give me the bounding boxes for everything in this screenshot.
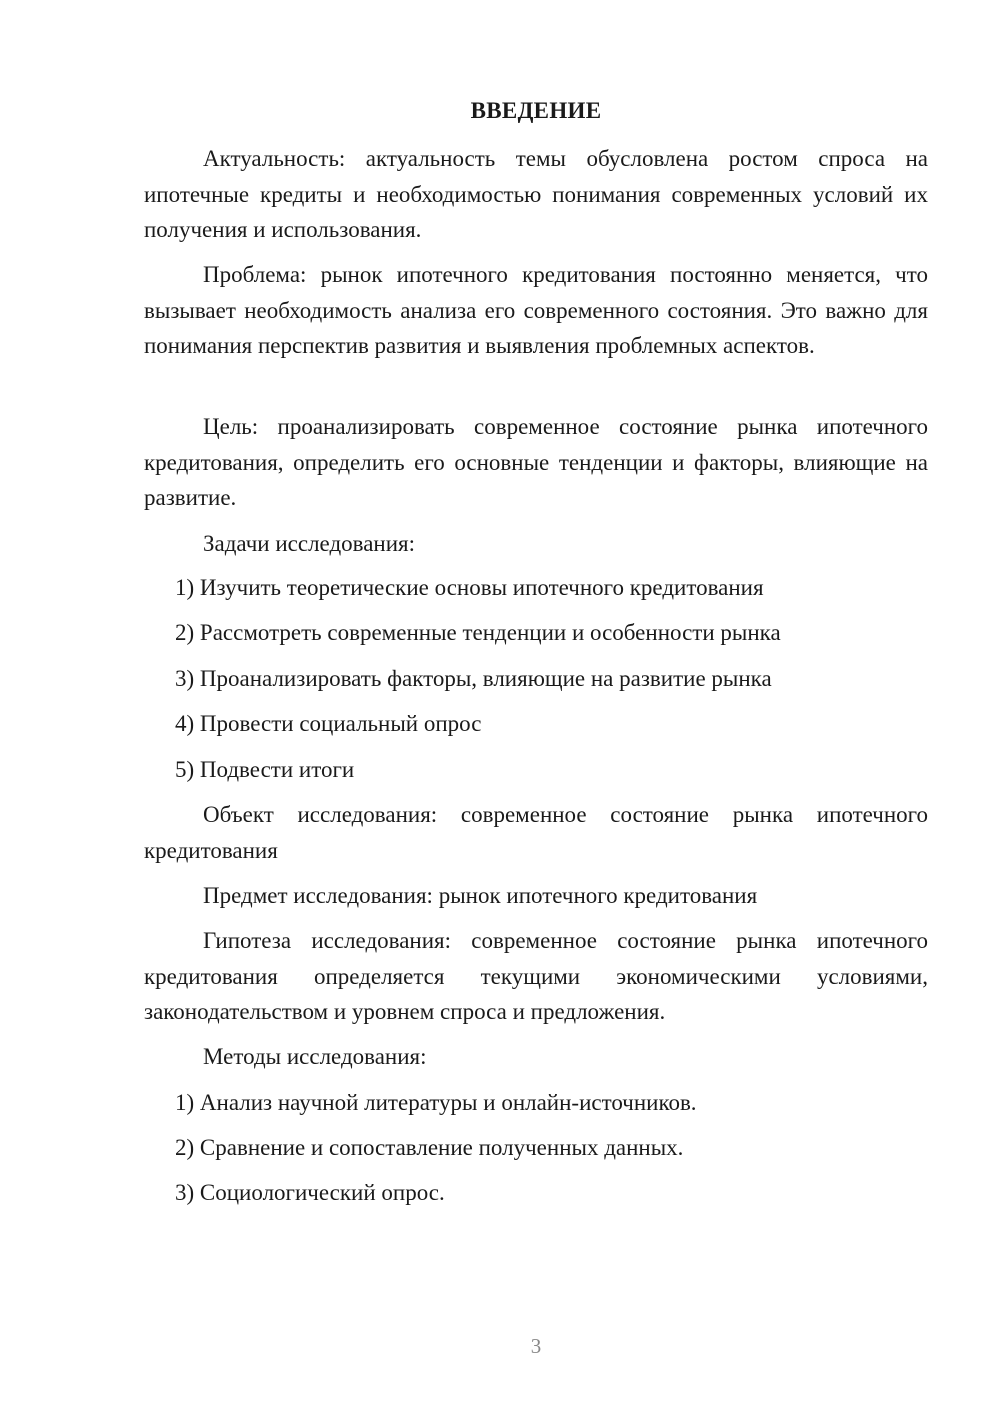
task-item-1: 1) Изучить теоретические основы ипотечного кредитования [175,575,764,600]
methods-heading: Методы исследования: [203,1044,427,1069]
paragraph-relevance: Актуальность: актуальность темы обусловлена ростом спроса на ипотечные кредиты и необходимостью понимания современных условий их получения и использования. [144,146,928,242]
tasks-heading: Задачи исследования: [203,531,416,556]
method-item-3: 3) Социологический опрос. [175,1180,445,1205]
paragraph-subject: Предмет исследования: рынок ипотечного кредитования [203,883,758,908]
task-item-4: 4) Провести социальный опрос [175,711,482,736]
method-item-1: 1) Анализ научной литературы и онлайн-источников. [175,1090,697,1115]
page-title: ВВЕДЕНИЕ [470,98,602,123]
paragraph-object: Объект исследования: современное состояние рынка ипотечного кредитования [144,802,928,863]
paragraph-problem: Проблема: рынок ипотечного кредитования постоянно меняется, что вызывает необходимость анализа его современного состояния. Это важно для понимания перспектив развития и выявления проблемных аспектов. [144,262,928,358]
task-item-2: 2) Рассмотреть современные тенденции и особенности рынка [175,620,781,645]
method-item-2: 2) Сравнение и сопоставление полученных данных. [175,1135,684,1160]
task-item-5: 5) Подвести итоги [175,757,355,782]
task-item-3: 3) Проанализировать факторы, влияющие на развитие рынка [175,666,772,691]
paragraph-goal: Цель: проанализировать современное состояние рынка ипотечного кредитования, определить его основные тенденции и факторы, влияющие на развитие. [144,414,928,510]
page-number: 3 [530,1334,542,1358]
paragraph-hypothesis: Гипотеза исследования: современное состояние рынка ипотечного кредитования определяется текущими экономическими условиями, законодательством и уровнем спроса и предложения. [144,928,928,1024]
